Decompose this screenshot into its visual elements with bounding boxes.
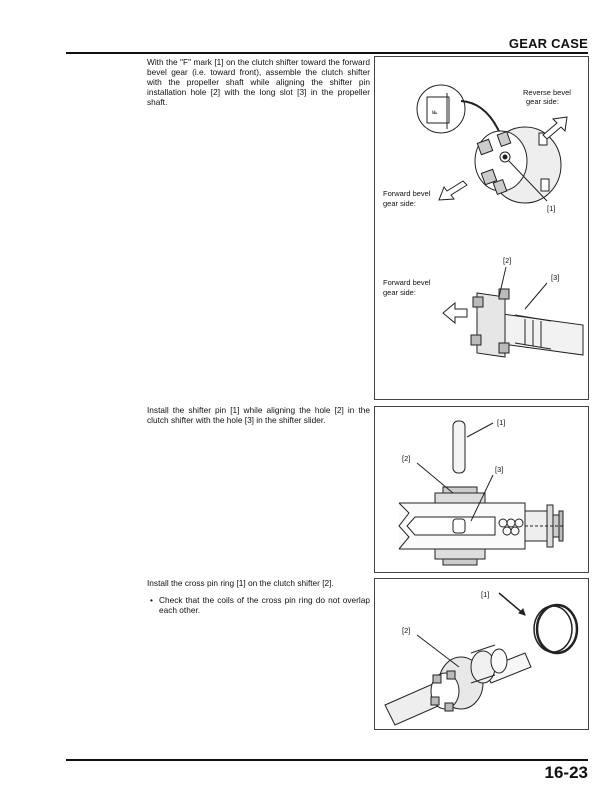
figure1-callout-3: [3] xyxy=(551,273,560,282)
forward-bevel-label-top-line1: Forward bevel xyxy=(383,189,431,198)
cross-pin-ring-illustration xyxy=(375,579,588,729)
figure1-callout-1: [1] xyxy=(547,204,556,213)
f-mark: F xyxy=(433,110,439,114)
figure3-callout-2: [2] xyxy=(402,626,411,635)
header-rule xyxy=(66,52,588,54)
figure-clutch-shifter-assembly xyxy=(374,56,589,400)
page-number: 16-23 xyxy=(544,763,588,782)
figure3-callout-1: [1] xyxy=(481,590,490,599)
footer-rule xyxy=(66,759,588,761)
bullet-dot: • xyxy=(150,595,153,605)
reverse-bevel-label-line1: Reverse bevel xyxy=(523,88,571,97)
step-2-text: Install the shifter pin [1] while aligning the hole [2] in the clutch shifter with the hole [3] in the shifter slider. xyxy=(147,405,370,425)
clutch-shifter-illustration xyxy=(375,57,588,399)
figure-cross-pin-ring xyxy=(374,578,589,730)
reverse-bevel-label-line2: gear side: xyxy=(526,97,559,106)
figure-shifter-pin xyxy=(374,406,589,573)
forward-bevel-label-top-line2: gear side: xyxy=(383,199,416,208)
bullet-text: Check that the coils of the cross pin ring do not overlap each other. xyxy=(159,595,370,615)
figure2-callout-1: [1] xyxy=(497,418,506,427)
step-3-bullet xyxy=(147,595,370,615)
section-title: GEAR CASE xyxy=(508,36,588,51)
forward-bevel-label-bottom-line2: gear side: xyxy=(383,288,416,297)
figure2-callout-2: [2] xyxy=(402,454,411,463)
forward-bevel-label-bottom-line1: Forward bevel xyxy=(383,278,431,287)
figure2-callout-3: [3] xyxy=(495,465,504,474)
shifter-pin-illustration xyxy=(375,407,588,572)
step-1-text: With the "F" mark [1] on the clutch shifter toward the forward bevel gear (i.e. toward front), assemble the clutch shifter with the propeller shaft while aligning the shifter pin installation hole [2] with the long slot [3] in the propeller shaft. xyxy=(147,57,370,107)
figure1-callout-2: [2] xyxy=(503,256,512,265)
step-3-text: Install the cross pin ring [1] on the clutch shifter [2]. xyxy=(147,578,334,588)
